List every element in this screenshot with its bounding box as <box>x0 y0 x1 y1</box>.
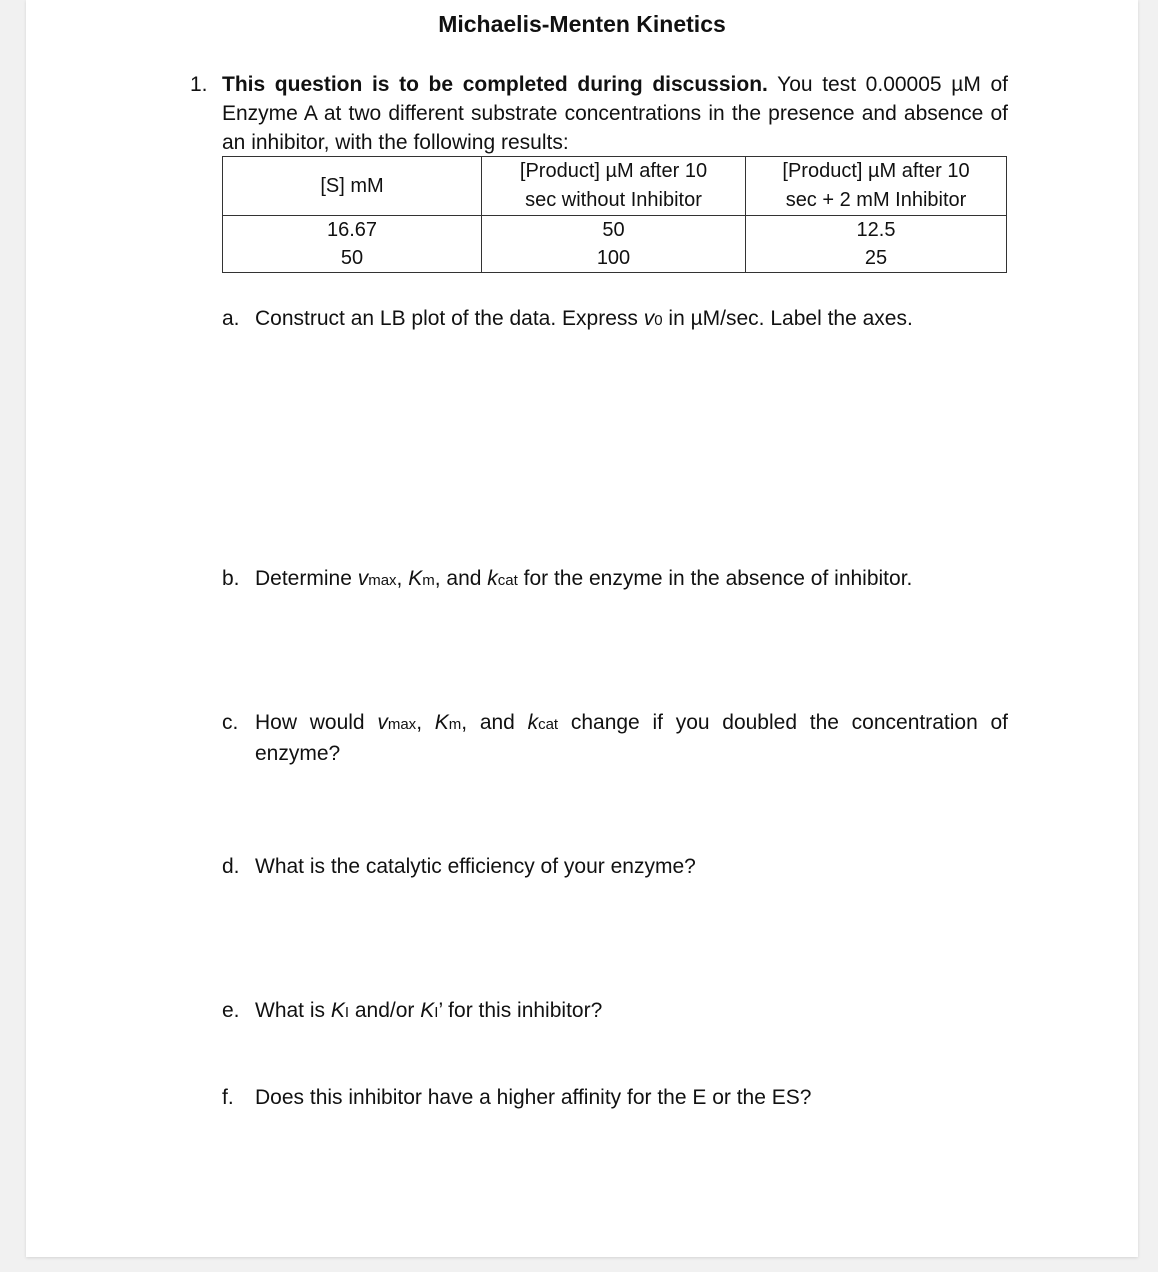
part-f-text: Does this inhibitor have a higher affinity for the E or the ES? <box>255 1086 812 1109</box>
table-cell: 25 <box>746 244 1007 273</box>
part-letter: f. <box>222 1086 234 1109</box>
part-a-text: Construct an LB plot of the data. Express v0 in µM/sec. Label the axes. <box>255 307 913 330</box>
part-f <box>222 1083 1008 1112</box>
part-letter: c. <box>222 711 239 734</box>
part-a <box>222 304 1008 335</box>
table-row <box>223 244 1007 273</box>
question-bold-intro: This question is to be completed during discussion. <box>222 73 768 96</box>
table-row <box>223 216 1007 245</box>
table-cell: 50 <box>482 216 746 245</box>
header-substrate: [S] mM <box>223 157 482 216</box>
question-text <box>222 70 1008 157</box>
part-e <box>222 996 1008 1027</box>
header-product-with-inhibitor: [Product] µM after 10 sec + 2 mM Inhibitor <box>746 157 1007 216</box>
part-c-text: How would vmax, Km, and kcat change if you doubled the concentration of enzyme? <box>255 711 1008 765</box>
table-cell: 16.67 <box>223 216 482 245</box>
part-e-text: What is KI and/or KI’ for this inhibitor? <box>255 999 603 1022</box>
table-header-row <box>223 157 1007 216</box>
question-body: You test 0.00005 µM of Enzyme A at two different substrate concentrations in the presence and absence of an inhibitor, with the following results: <box>222 73 1008 154</box>
table-cell: 50 <box>223 244 482 273</box>
document-page <box>26 0 1138 1257</box>
part-letter: b. <box>222 567 240 590</box>
table-cell: 100 <box>482 244 746 273</box>
part-d-text: What is the catalytic efficiency of your enzyme? <box>255 855 696 878</box>
results-table <box>222 156 1007 273</box>
page-title: Michaelis-Menten Kinetics <box>438 11 726 37</box>
table-cell: 12.5 <box>746 216 1007 245</box>
part-letter: a. <box>222 307 240 330</box>
part-c <box>222 708 1008 768</box>
part-b <box>222 564 1008 595</box>
part-b-text: Determine vmax, Km, and kcat for the enzyme in the absence of inhibitor. <box>255 567 913 590</box>
part-d <box>222 852 1008 881</box>
part-letter: d. <box>222 855 240 878</box>
header-product-no-inhibitor: [Product] µM after 10 sec without Inhibitor <box>482 157 746 216</box>
question-number: 1. <box>190 73 208 96</box>
part-letter: e. <box>222 999 240 1022</box>
